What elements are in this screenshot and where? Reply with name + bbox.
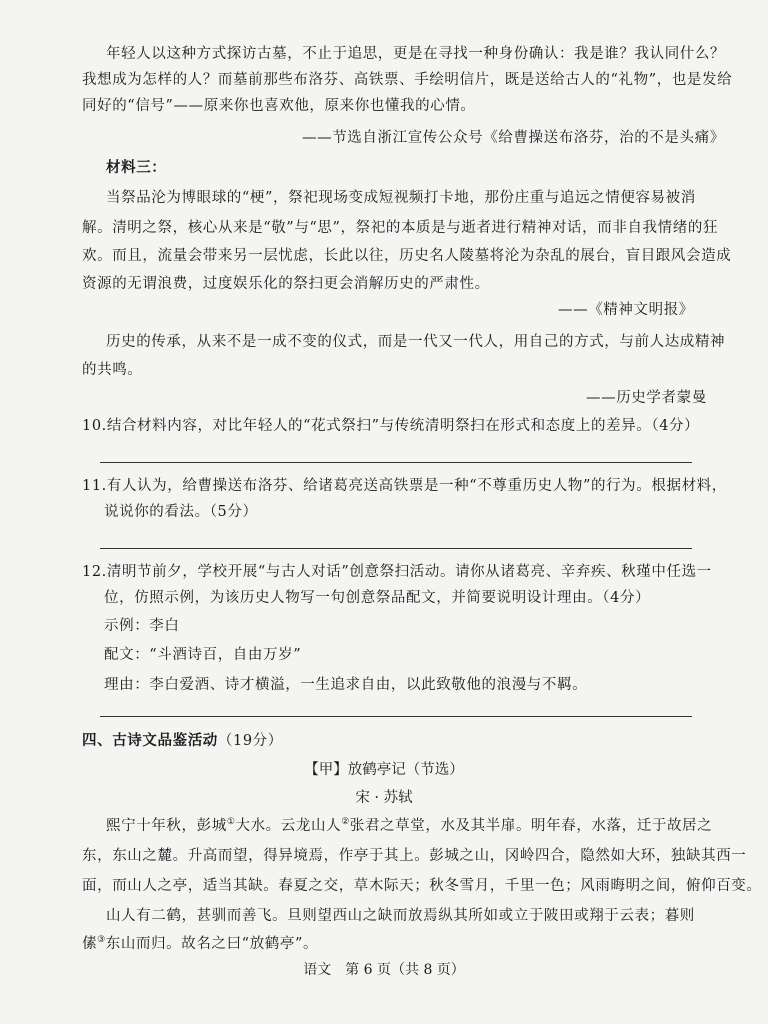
- passage-line1: [106, 816, 712, 836]
- section4-points: （19分）: [217, 733, 283, 749]
- footnote-marker-1: ①: [226, 817, 236, 828]
- page-footer: 语文 第 6 页（共 8 页）: [303, 962, 465, 978]
- passage-line3: 面，而山人之亭，适当其缺。春夏之交，草木际天；秋冬雪月，千里一色；风雨晦明之间，俯仰百变。: [82, 878, 762, 894]
- example-reason: 理由：李白爱酒、诗才横溢，一生追求自由，以此致敬他的浪漫与不羁。: [104, 677, 588, 693]
- answer-line-q12[interactable]: [100, 716, 692, 717]
- question-11-line2: 说说你的看法。（5分）: [104, 504, 258, 520]
- section4-heading-row: [82, 731, 283, 751]
- example-caption: 配文：“斗酒诗百，自由万岁”: [104, 647, 302, 663]
- passage-text: 东山而归。故名之曰“放鹤亭”。: [105, 936, 319, 952]
- passage-line5: [82, 934, 318, 954]
- material3-paragraph1-line3: 欢。而且，流量会带来另一层忧虑，长此以往，历史名人陵墓将沦为杂乱的展台，盲目跟风会造成: [82, 248, 732, 264]
- passage-text: 傃: [82, 936, 98, 952]
- passage-text: 熙宁十年秋，彭城: [106, 818, 227, 834]
- example-person: 示例：李白: [104, 618, 180, 634]
- answer-line-q11[interactable]: [100, 548, 692, 549]
- question-10: 10.结合材料内容，对比年轻人的“花式祭扫”与传统清明祭扫在形式和态度上的差异。（4分）: [82, 418, 700, 434]
- material3-paragraph2-line1: 历史的传承，从来不是一成不变的仪式，而是一代又一代人，用自己的方式，与前人达成精神: [106, 334, 726, 350]
- material3-paragraph1-line4: 资源的无谓浪费，过度娱乐化的祭扫更会消解历史的严肃性。: [82, 276, 490, 292]
- material2-paragraph-line2: 我想成为怎样的人？而墓前那些布洛芬、高铁票、手绘明信片，既是送给古人的“礼物”，也是发给: [82, 72, 733, 88]
- passage-author: 宋 · 苏轼: [355, 790, 413, 806]
- footnote-marker-2: ②: [341, 817, 350, 828]
- material2-source: ——节选自浙江宣传公众号《给曹操送布洛芬，治的不是头痛》: [302, 130, 725, 146]
- material3-source2: ——历史学者蒙曼: [586, 390, 707, 406]
- passage-line2: 东，东山之麓。升高而望，得异境焉，作亭于其上。彭城之山，冈岭四合，隐然如大环，独缺其西一: [82, 848, 747, 864]
- material3-paragraph1-line1: 当祭品沦为博眼球的“梗”，祭祀现场变成短视频打卡地，那份庄重与追远之情便容易被消: [106, 190, 696, 206]
- material3-heading: 材料三：: [106, 160, 167, 176]
- passage-line4: 山人有二鹤，甚驯而善飞。旦则望西山之缺而放焉纵其所如或立于陂田或翔于云表；暮则: [106, 908, 695, 924]
- material3-source1: ——《精神文明报》: [558, 302, 694, 318]
- question-11-line1: 11.有人认为，给曹操送布洛芬、给诸葛亮送高铁票是一种“不尊重历史人物”的行为。根据材料，: [82, 478, 727, 494]
- answer-line-q10[interactable]: [100, 462, 692, 463]
- material3-paragraph1-line2: 解。清明之祭，核心从来是“敬”与“思”，祭祀的本质是与逝者进行精神对话，而非自我情绪的狂: [82, 220, 719, 236]
- passage-text: 张君之草堂，水及其半扉。明年春，水落，迁于故居之: [349, 818, 713, 834]
- material3-paragraph2-line2: 的共鸣。: [82, 362, 143, 378]
- question-12-line2: 位，仿照示例，为该历史人物写一句创意祭品配文，并简要说明设计理由。（4分）: [104, 590, 651, 606]
- passage-title: 【甲】放鹤亭记（节选）: [304, 762, 464, 778]
- section4-heading: 四、古诗文品鉴活动: [82, 733, 218, 749]
- passage-text: 大水。云龙山人: [235, 818, 342, 834]
- question-12-line1: 12.清明节前夕，学校开展“与古人对话”创意祭扫活动。请你从诸葛亮、辛弃疾、秋瑾中任选一: [82, 564, 712, 580]
- material2-paragraph-line3: 同好的“信号”——原来你也喜欢他，原来你也懂我的心情。: [82, 98, 476, 114]
- footnote-marker-3: ③: [97, 935, 106, 946]
- material2-paragraph-line1: 年轻人以这种方式探访古墓，不止于追思，更是在寻找一种身份确认：我是谁？我认同什么？: [106, 46, 726, 62]
